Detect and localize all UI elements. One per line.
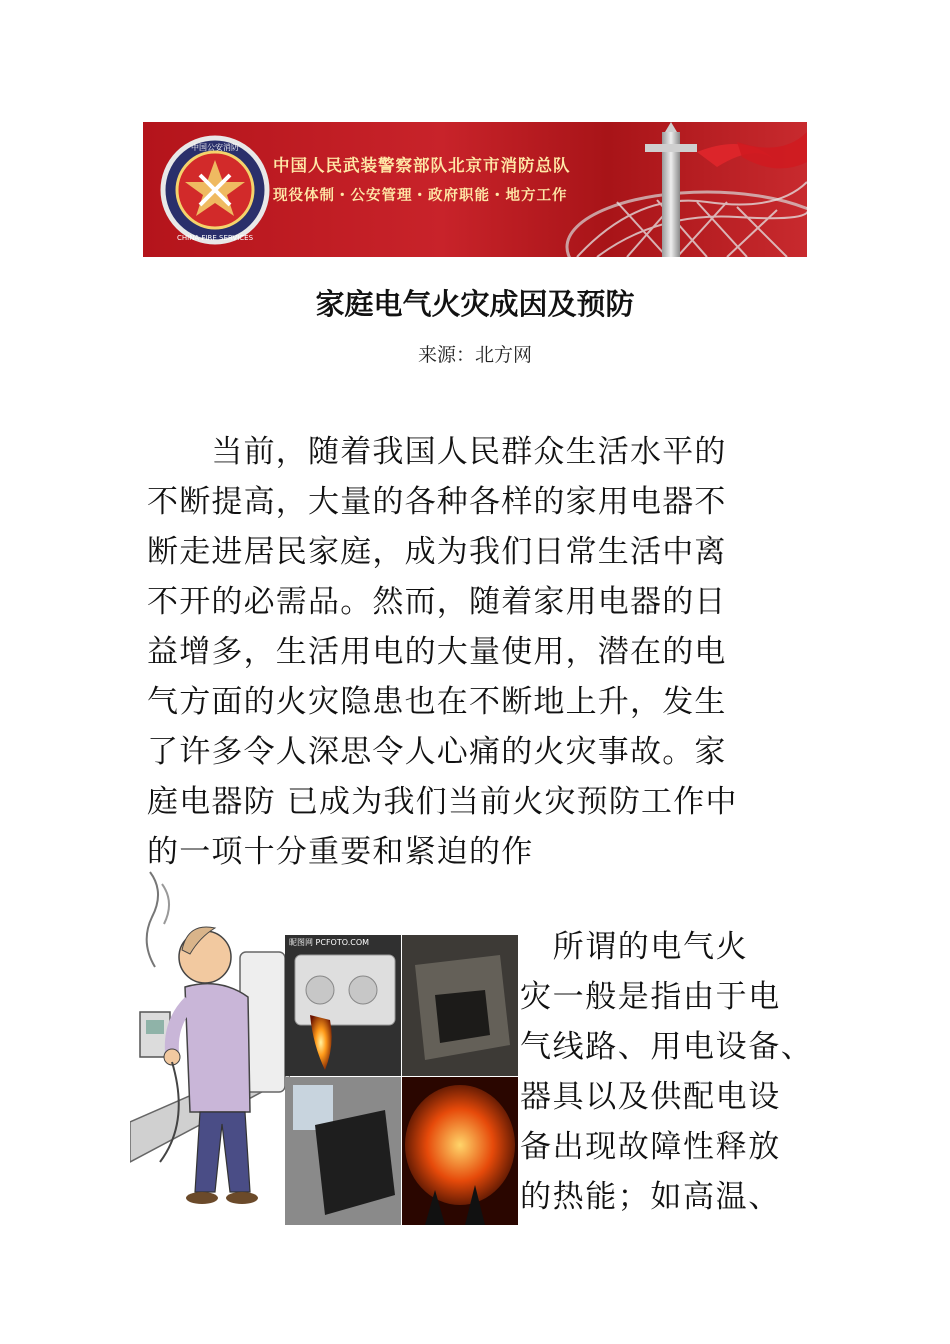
monument-stadium-art bbox=[507, 122, 807, 257]
paragraph-line: 气线路、用电设备、 bbox=[520, 1029, 814, 1065]
article-title: 家庭电气火灾成因及预防 bbox=[315, 287, 635, 321]
banner-org-name: 中国人民武装警察部队北京市消防总队 bbox=[273, 156, 571, 175]
banner-slogan: 现役体制・公安管理・政府职能・地方工作 bbox=[273, 188, 568, 204]
paragraph-line: 庭电器防 已成为我们当前火灾预防工作中 bbox=[147, 784, 738, 820]
paragraph-line: 不开的必需品。然而，随着家用电器的日 bbox=[147, 584, 727, 620]
paragraph-line: 气方面的火灾隐患也在不断地上升，发生 bbox=[147, 684, 727, 720]
paragraph-line: 当前，随着我国人民群众生活水平的 bbox=[147, 434, 727, 470]
paragraph-line: 不断提高，大量的各种各样的家用电器不 bbox=[147, 484, 727, 520]
header-banner bbox=[143, 122, 807, 257]
fire-services-badge-icon bbox=[155, 130, 275, 250]
paragraph-line: 灾一般是指由于电 bbox=[520, 979, 781, 1015]
paragraph-line: 所谓的电气火 bbox=[520, 929, 749, 965]
paragraph-line: 了许多令人深思令人心痛的火灾事故。家 bbox=[147, 734, 727, 770]
paragraph-line: 备出现故障性释放 bbox=[520, 1129, 781, 1165]
paragraph-line: 断走进居民家庭，成为我们日常生活中离 bbox=[147, 534, 727, 570]
photo-watermark: 昵图网 PCFOTO.COM bbox=[289, 938, 370, 947]
cartoon-man-unplugging-illustration bbox=[130, 862, 290, 1224]
paragraph-line: 益增多，生活用电的大量使用，潜在的电 bbox=[147, 634, 727, 670]
badge-ring-text: CHINA FIRE SERVICES bbox=[176, 234, 254, 242]
article-source: 来源：北方网 bbox=[417, 344, 532, 366]
electrical-fire-photo-collage bbox=[285, 935, 518, 1225]
paragraph-line: 的一项十分重要和紧迫的作 bbox=[147, 834, 534, 870]
badge-top-text: 中国公安消防 bbox=[191, 143, 239, 152]
paragraph-line: 的热能；如高温、 bbox=[520, 1179, 781, 1215]
paragraph-line: 器具以及供配电设 bbox=[520, 1079, 781, 1115]
